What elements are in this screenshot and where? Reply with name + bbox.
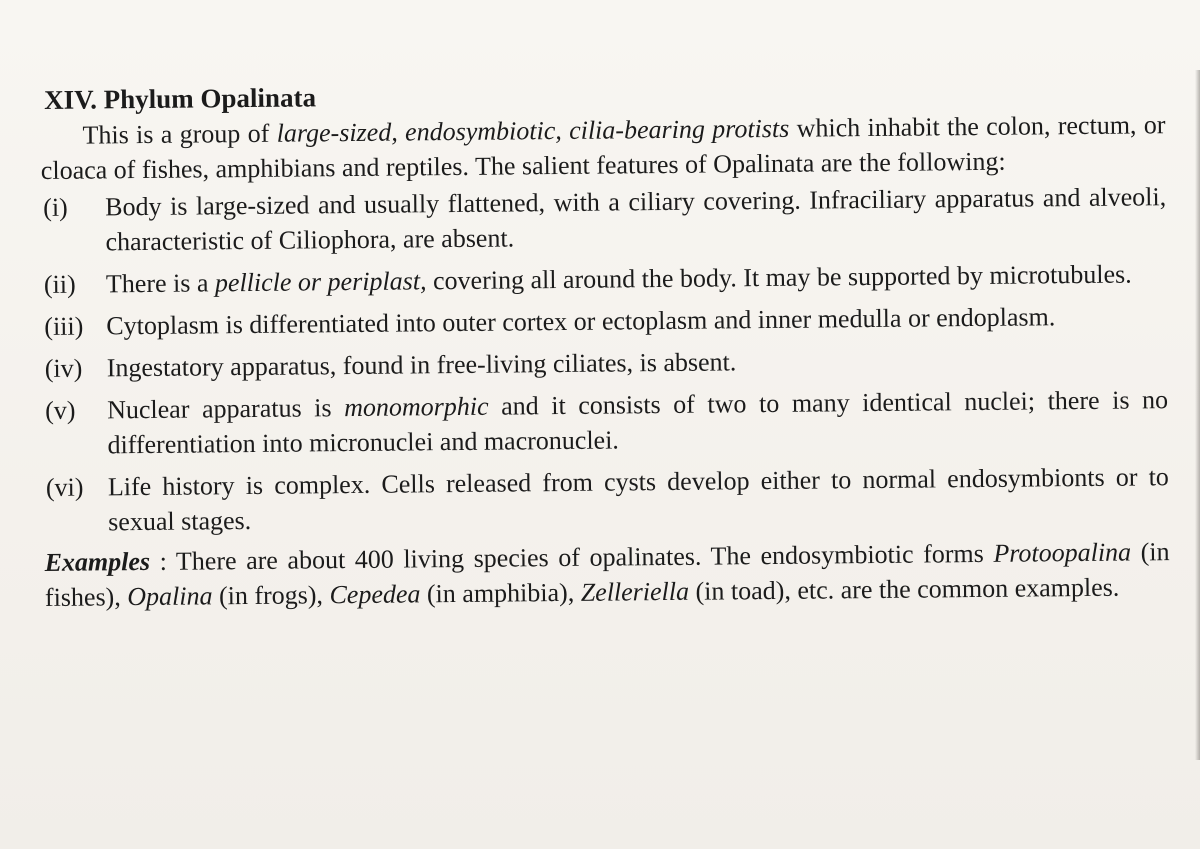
species-name: Zelleriella <box>580 576 690 607</box>
feature-item-vi <box>44 459 1170 540</box>
species-name: Protoopalina <box>993 537 1132 568</box>
feature-item-iv <box>43 340 1168 386</box>
page-edge-shadow <box>1195 70 1200 760</box>
feature-text: Life history is complex. Cells released from cysts develop either to normal endosymbionts or to sexual stages. <box>107 462 1169 537</box>
intro-text-2: which inhabit the colon, rectum, or cloaca of fishes, amphibians and reptiles. The salient features of Opalinata are the following: <box>40 110 1166 185</box>
feature-number: (i) <box>43 192 68 222</box>
section-heading: XIV. Phylum Opalinata <box>44 82 317 115</box>
features-list <box>41 179 1169 540</box>
feature-text: There is a pellicle or periplast, covering all around the body. It may be supported by microtubules. <box>105 259 1132 299</box>
intro-paragraph <box>40 107 1166 188</box>
intro-italic-phrase: large-sized, endosymbiotic, cilia-bearing protists <box>276 113 790 148</box>
feature-item-ii <box>42 256 1167 302</box>
feature-number: (iv) <box>44 353 83 383</box>
feature-number: (vi) <box>45 472 84 502</box>
feature-text: Nuclear apparatus is monomorphic and it consists of two to many identical nuclei; there is no differentiation into micronuclei and macronuclei. <box>107 385 1169 460</box>
text-block <box>40 71 1170 615</box>
feature-text: Body is large-sized and usually flattened, with a ciliary covering. Infraciliary apparatus and alveoli, characteristic of Ciliophora, are absent. <box>105 182 1167 257</box>
feature-number: (ii) <box>43 269 76 299</box>
feature-item-i <box>41 179 1167 260</box>
feature-item-v <box>43 382 1169 463</box>
species-name: Cepedea <box>329 579 421 610</box>
examples-label: Examples <box>44 546 151 577</box>
species-name: Opalina <box>127 581 213 612</box>
feature-number: (v) <box>45 395 76 425</box>
feature-number: (iii) <box>44 311 84 341</box>
intro-text-1: This is a group of <box>82 118 277 150</box>
feature-text: Ingestatory apparatus, found in free-living ciliates, is absent. <box>106 347 737 383</box>
feature-text: Cytoplasm is differentiated into outer cortex or ectoplasm and inner medulla or endoplasm. <box>106 302 1056 341</box>
examples-paragraph: Examples : There are about 400 living species of opalinates. The endosymbiotic forms Protoopalina (in fishes), Opalina (in frogs), Cepedea (in amphibia), Zelleriella (in toad), etc. are the common examples. <box>44 537 1170 612</box>
feature-item-iii <box>42 298 1167 344</box>
